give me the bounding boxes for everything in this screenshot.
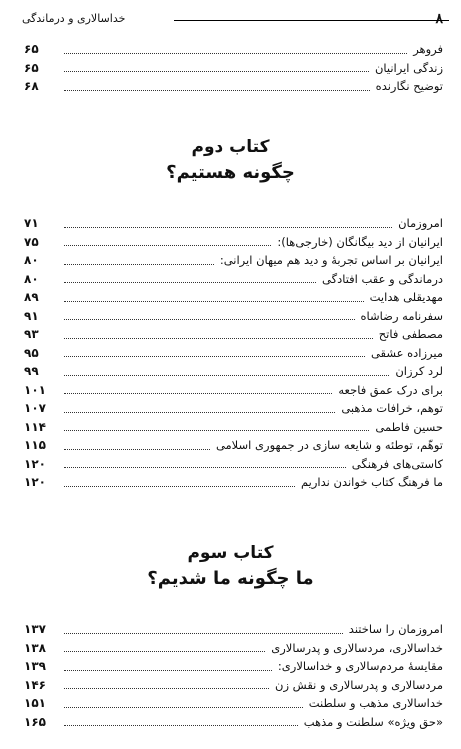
toc-section-continued [0,40,461,96]
toc-entry-page: ۷۵ [24,234,39,249]
toc-entry-page: ۱۱۵ [24,438,46,453]
toc-entry [0,40,461,59]
toc-entry [0,288,461,307]
dot-leader [64,670,272,671]
toc-entry [0,214,461,233]
toc-entry-page: ۹۵ [24,345,39,360]
toc-entry-page: ۱۳۷ [24,622,46,637]
toc-entry-title: حسین فاطمی [375,419,443,434]
toc-entry-title: مردسالاری و پدرسالاری و نقش زن [275,677,443,692]
toc-entry [0,639,461,658]
dot-leader [64,449,210,450]
dot-leader [64,486,295,487]
toc-entry-title: برای درک عمق فاجعه [338,382,443,397]
toc-entry-page: ۹۹ [24,364,39,379]
toc-entry-page: ۷۱ [24,216,39,231]
toc-entry-page: ۱۱۴ [24,419,46,434]
toc-entry-title: خداسالاری مذهب و سلطنت [308,696,443,711]
page-number: ۸ [435,11,443,27]
toc-entry [0,307,461,326]
toc-entry [0,362,461,381]
dot-leader [64,375,389,376]
toc-entry [0,418,461,437]
dot-leader [64,301,364,302]
toc-entry [0,676,461,695]
dot-leader [64,725,298,726]
toc-entry-page: ۸۰ [24,271,39,286]
toc-entry-title: سفرنامه رضاشاه [360,308,443,323]
toc-entry-page: ۸۹ [24,290,39,305]
dot-leader [64,651,265,652]
section-heading: کتاب سوم [187,543,274,563]
dot-leader [64,633,343,634]
toc-entry [0,233,461,252]
toc-entry-title: امروزمان [398,216,443,231]
toc-entry-title: مصطفی فاتح [378,327,443,342]
toc-entry [0,251,461,270]
toc-entry-page: ۱۰۷ [24,401,46,416]
section-subheading: ما چگونه ما شدیم؟ [147,568,314,589]
toc-entry-title: توهم، خرافات مذهبی [341,401,443,416]
toc-section-book-three [0,541,461,593]
dot-leader [64,688,269,689]
toc-entry-title: مهدیقلی هدایت [369,290,443,305]
toc-entry [0,399,461,418]
dot-leader [64,245,271,246]
section-subheading: چگونه هستیم؟ [166,162,295,183]
toc-entry [0,436,461,455]
toc-entry-title: خداسالاری، مردسالاری و پدرسالاری [271,640,443,655]
toc-entry-title: امروزمان را ساختند [348,622,443,637]
toc-section-book-two-list [0,214,461,492]
toc-entry [0,620,461,639]
toc-entry-page: ۹۳ [24,327,39,342]
toc-entry-page: ۱۲۰ [24,456,46,471]
toc-entry-title: توهّم، توطئه و شایعه سازی در جمهوری اسلامی [215,438,443,453]
toc-entry [0,59,461,78]
toc-entry-title: «حق ویژه» سلطنت و مذهب [303,714,443,729]
toc-entry-page: ۹۱ [24,308,39,323]
dot-leader [64,319,355,320]
toc-entry-page: ۱۰۱ [24,382,46,397]
toc-entry [0,381,461,400]
toc-entry-title: میرزاده عشقی [370,345,443,360]
toc-entry [0,694,461,713]
dot-leader [64,71,369,72]
toc-entry-page: ۶۸ [24,79,39,94]
dot-leader [64,412,335,413]
toc-entry-page: ۱۳۸ [24,640,46,655]
toc-entry-title: توضیح نگارنده [375,79,443,94]
toc-entry-page: ۸۰ [24,253,39,268]
toc-entry [0,77,461,96]
toc-list [0,620,461,731]
toc-section-book-three-list [0,620,461,731]
dot-leader [64,430,369,431]
toc-entry-title: کاستی‌های فرهنگی [351,456,443,471]
toc-entry-page: ۶۵ [24,60,39,75]
toc-entry-title: ایرانیان از دید بیگانگان (خارجی‌ها): [277,234,443,249]
toc-entry-title: ایرانیان بر اساس تجربهٔ و دید هم میهان ایرانی: [219,253,443,268]
toc-list [0,40,461,96]
toc-entry-page: ۱۶۵ [24,714,46,729]
toc-entry-page: ۶۵ [24,42,39,57]
running-title: خداسالاری و درماندگی [22,12,126,25]
toc-entry [0,270,461,289]
toc-entry-title: ما فرهنگ کتاب خواندن نداریم [301,475,443,490]
toc-entry [0,455,461,474]
dot-leader [64,356,365,357]
toc-entry-title: مقایسهٔ مردم‌سالاری و خداسالاری: [277,659,443,674]
toc-entry-page: ۱۳۹ [24,659,46,674]
toc-entry-page: ۱۴۶ [24,677,46,692]
toc-section-book-two [0,135,461,187]
dot-leader [64,282,316,283]
dot-leader [64,338,373,339]
toc-entry [0,713,461,732]
section-heading: کتاب دوم [191,137,270,157]
toc-entry-title: درماندگی و عقب افتادگی [322,271,443,286]
toc-entry [0,325,461,344]
dot-leader [64,53,407,54]
toc-entry-page: ۱۲۰ [24,475,46,490]
toc-entry [0,344,461,363]
header-rule [174,20,449,21]
toc-entry-title: لرد کرزان [395,364,443,379]
toc-entry [0,473,461,492]
toc-list [0,214,461,492]
dot-leader [64,90,370,91]
dot-leader [64,467,346,468]
page-header [0,8,461,30]
toc-entry-title: فروهر [413,42,443,57]
dot-leader [64,707,303,708]
toc-entry-title: زندگی ایرانیان [374,60,443,75]
toc-entry [0,657,461,676]
dot-leader [64,264,214,265]
dot-leader [64,393,332,394]
dot-leader [64,227,392,228]
toc-entry-page: ۱۵۱ [24,696,46,711]
